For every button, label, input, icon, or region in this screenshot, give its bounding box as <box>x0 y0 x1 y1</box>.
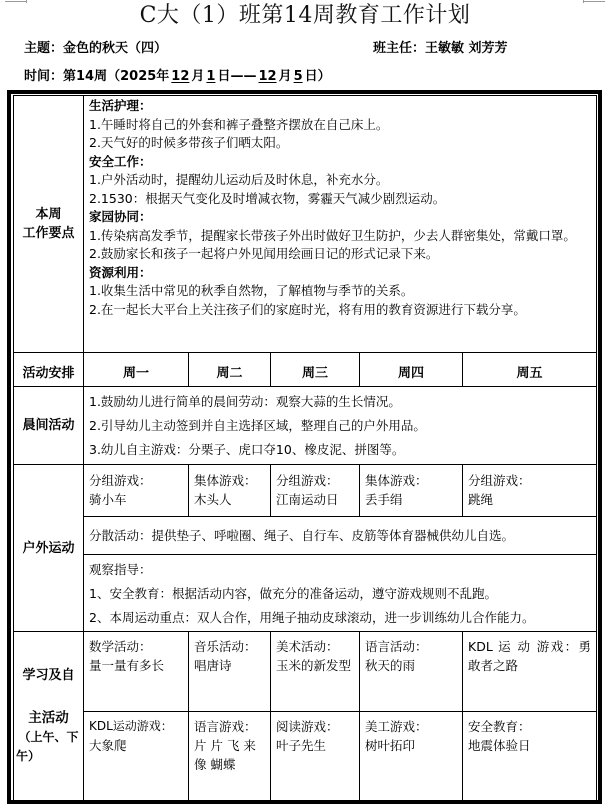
activity-type: 阅读游戏： <box>276 719 339 734</box>
weekly-focus-label-line-1: 本周 <box>35 207 62 222</box>
section-heading-home-school: 家园协同： <box>89 209 152 224</box>
section-heading-safety: 安全工作： <box>89 153 152 169</box>
activity-name: 树叶拓印 <box>365 738 416 753</box>
activity-type: 语言活动： <box>365 639 428 654</box>
learning-label-line-4: 午） <box>16 749 41 763</box>
game-name: 跳绳 <box>468 492 494 507</box>
game-name: 骑小车 <box>89 492 127 507</box>
learning-label-line-1: 学习及自 <box>22 668 75 683</box>
section-heading-resources: 资源利用： <box>89 264 152 280</box>
day-monday: 周一 <box>84 353 189 387</box>
outdoor-game-tuesday <box>189 465 271 517</box>
learning-afternoon-monday <box>84 712 189 801</box>
teacher-line <box>373 40 508 58</box>
guidance-item: 1、安全教育：根据活动内容，做充分的准备运动，遵守游戏规则不乱跑。 <box>89 586 497 601</box>
outdoor-guidance <box>84 555 597 632</box>
weekly-focus-row <box>14 96 597 353</box>
outdoor-game-friday <box>463 465 597 517</box>
learning-label <box>14 632 84 801</box>
day-separator: 日—— <box>217 69 257 84</box>
morning-activity-label: 晨间活动 <box>14 387 84 465</box>
activity-type: 音乐活动： <box>194 639 257 654</box>
outdoor-game-monday <box>84 465 189 517</box>
activity-type: KDL 运 动 游戏： <box>468 639 579 654</box>
resources-item: 2.在一起长大平台上关注孩子们的家庭时光，将有用的教育资源进行下载分享。 <box>89 301 526 317</box>
learning-label-line-2: 主活动 <box>28 710 69 726</box>
outdoor-game-wednesday <box>271 465 360 517</box>
end-day: 5 <box>293 69 303 84</box>
activity-type: 语言游戏： <box>194 719 257 734</box>
guidance-heading: 观察指导： <box>89 562 152 577</box>
activity-type: 美术活动： <box>276 639 339 654</box>
start-month: 12 <box>171 69 190 84</box>
day-wednesday: 周三 <box>271 353 360 387</box>
life-care-item: 1.午睡时将自己的外套和裤子叠整齐摆放在自己床上。 <box>89 116 389 132</box>
start-day: 1 <box>206 69 216 84</box>
outdoor-games-row <box>14 465 597 517</box>
time-label: 时间： <box>24 69 64 84</box>
activity-name: 勇敢者之路 <box>468 639 592 673</box>
activity-type: 美工游戏： <box>365 719 428 734</box>
schedule-header-row <box>14 353 597 387</box>
weekly-focus-label <box>14 96 84 353</box>
teacher-value: 王敏敏 刘芳芳 <box>425 41 508 56</box>
activity-name: 片 片 飞 来 像 蝴蝶 <box>194 738 256 772</box>
section-heading-life-care: 生活护理： <box>89 98 152 113</box>
document-title: C大（1）班第14周教育工作计划 <box>139 3 471 28</box>
game-name: 丢手绢 <box>365 492 403 507</box>
learning-label-line-3: （上午、下 <box>18 730 79 744</box>
safety-item: 1.户外活动时，提醒幼儿运动后及时休息，补充水分。 <box>89 172 389 187</box>
learning-afternoon-wednesday <box>271 712 360 801</box>
learning-afternoon-tuesday <box>189 712 271 801</box>
game-type: 集体游戏： <box>194 473 257 488</box>
morning-item: 2.引导幼儿主动签到并自主选择区域，整理自己的户外用品。 <box>89 418 426 433</box>
activity-type: 安全教育： <box>468 719 531 734</box>
learning-morning-monday <box>84 632 189 712</box>
game-type: 分组游戏： <box>276 473 339 488</box>
learning-afternoon-friday <box>463 712 597 801</box>
learning-morning-tuesday <box>189 632 271 712</box>
theme-label: 主题： <box>24 41 64 56</box>
outdoor-scattered-row <box>14 517 597 555</box>
time-suffix: 日） <box>304 69 331 84</box>
morning-item: 1.鼓励幼儿进行简单的晨间劳动：观察大蒜的生长情况。 <box>89 394 401 409</box>
game-type: 分组游戏： <box>468 473 531 488</box>
outdoor-guidance-row <box>14 555 597 632</box>
weekly-focus-content <box>84 96 597 353</box>
activity-name: 大象爬 <box>89 738 127 753</box>
game-name: 江南运动日 <box>276 492 339 507</box>
day-friday: 周五 <box>463 353 597 387</box>
outdoor-game-thursday <box>360 465 463 517</box>
activity-type: 数学活动： <box>89 639 152 654</box>
end-month: 12 <box>258 69 277 84</box>
teacher-label: 班主任： <box>373 41 426 56</box>
learning-afternoon-row <box>14 712 597 801</box>
home-school-item: 1.传染病高发季节，提醒家长带孩子外出时做好卫生防护，少去人群密集处，常戴口罩。 <box>89 227 576 243</box>
guidance-item: 2、本周运动重点：双人合作，用绳子抽动皮球滚动，进一步训练幼儿合作能力。 <box>89 610 535 625</box>
theme-line <box>24 40 167 58</box>
day-thursday: 周四 <box>360 353 463 387</box>
time-line <box>24 68 331 86</box>
schedule-label: 活动安排 <box>14 353 84 387</box>
outdoor-label: 户外运动 <box>14 465 84 632</box>
learning-morning-wednesday <box>271 632 360 712</box>
activity-name: 地震体验日 <box>468 738 531 753</box>
morning-item: 3.幼儿自主游戏：分栗子、虎口夺10、橡皮泥、拼图等。 <box>89 442 405 457</box>
day-tuesday: 周二 <box>189 353 271 387</box>
game-type: 分组游戏： <box>89 473 152 488</box>
learning-morning-thursday <box>360 632 463 712</box>
weekly-plan-table <box>13 95 597 801</box>
activity-name: 叶子先生 <box>276 738 327 753</box>
resources-item: 1.收集生活中常见的秋季自然物，了解植物与季节的关系。 <box>89 283 414 298</box>
game-name: 木头人 <box>194 492 232 507</box>
month-char: 月 <box>191 69 205 84</box>
morning-activity-content <box>84 387 597 465</box>
home-school-item: 2.鼓励家长和孩子一起将户外见闻用绘画日记的形式记录下来。 <box>89 246 439 261</box>
morning-activity-row <box>14 387 597 465</box>
game-type: 集体游戏： <box>365 473 428 488</box>
learning-morning-friday <box>463 632 597 712</box>
activity-name: 唱唐诗 <box>194 658 232 673</box>
life-care-item: 2.天气好的时候多带孩子们晒太阳。 <box>89 135 289 150</box>
outdoor-scattered-activity: 分散活动：提供垫子、呼啦圈、绳子、自行车、皮筋等体育器械供幼儿自选。 <box>84 517 597 555</box>
month-char-2: 月 <box>278 69 292 84</box>
activity-name: 量一量有多长 <box>89 658 165 673</box>
weekly-focus-label-line-2: 工作要点 <box>22 226 75 241</box>
learning-afternoon-thursday <box>360 712 463 801</box>
theme-value: 金色的秋天（四） <box>63 41 168 56</box>
activity-name: 玉米的新发型 <box>276 658 352 673</box>
activity-name: 秋天的雨 <box>365 658 416 673</box>
safety-item: 2.1530：根据天气变化及时增减衣物，雾霾天气减少剧烈运动。 <box>89 190 446 206</box>
time-prefix: 第14周（2025年 <box>63 69 170 84</box>
activity-type: KDL运动游戏： <box>89 719 173 733</box>
learning-morning-row <box>14 632 597 712</box>
